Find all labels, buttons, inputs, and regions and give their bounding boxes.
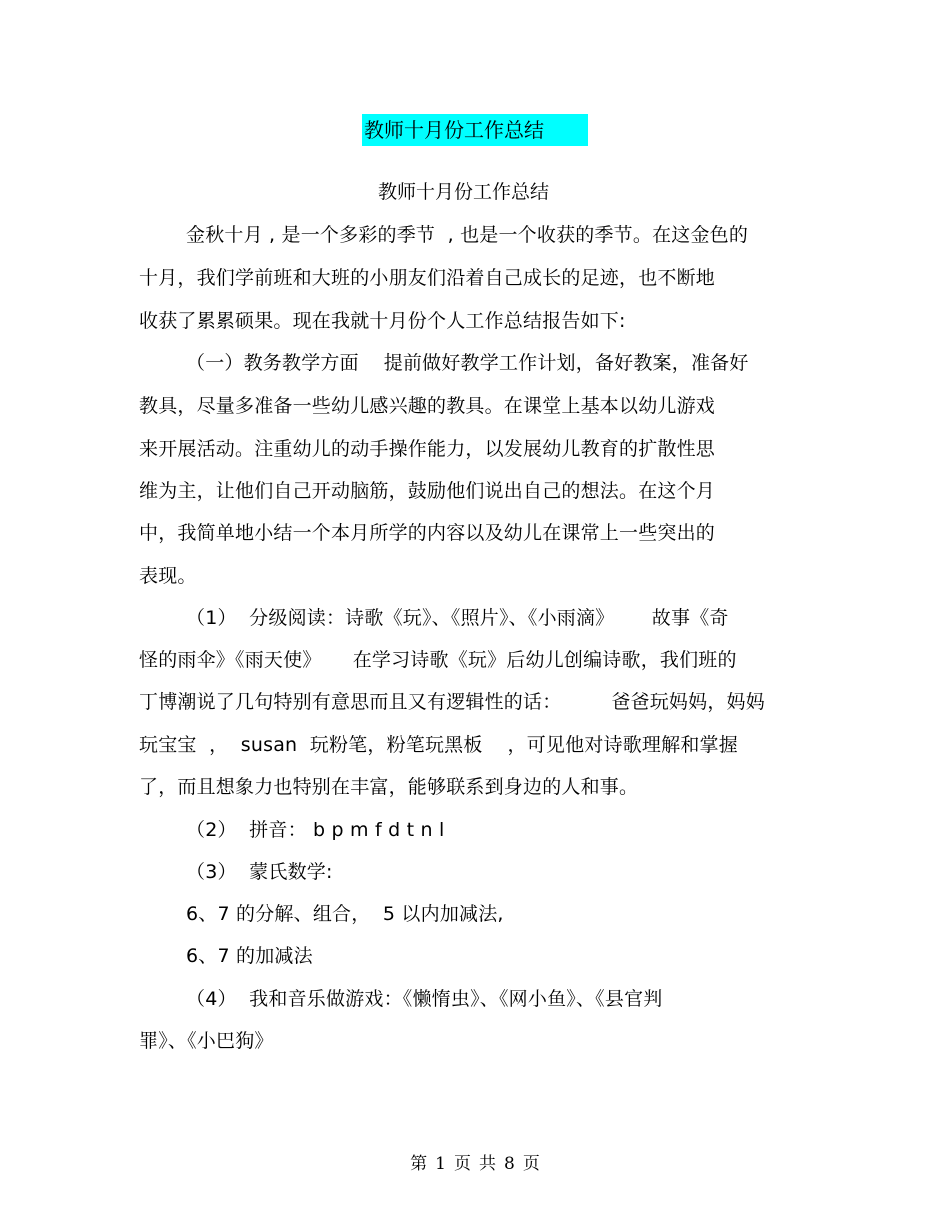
document-title: 教师十月份工作总结	[362, 114, 588, 146]
page-footer	[0, 1153, 950, 1175]
body-line: 十月，我们学前班和大班的小朋友们沿着自己成长的足迹，也不断地	[139, 267, 716, 289]
body-line: 教具，尽量多准备一些幼儿感兴趣的教具。在课堂上基本以幼儿游戏	[139, 395, 716, 417]
body-line: （1） 分级阅读：诗歌《玩》、《照片》、《小雨滴》 故事《奇	[186, 607, 729, 629]
footer-page-number: 1	[435, 1154, 446, 1174]
body-line: 怪的雨伞》《雨天使》 在学习诗歌《玩》后幼儿创编诗歌，我们班的	[139, 649, 737, 671]
body-line: 玩宝宝 ， susan 玩粉笔，粉笔玩黑板 ，可见他对诗歌理解和掌握	[139, 734, 738, 756]
footer-gong: 共	[479, 1154, 496, 1174]
footer-ye: 页	[454, 1154, 471, 1174]
body-line: 中，我简单地小结一个本月所学的内容以及幼儿在课常上一些突出的	[139, 522, 716, 544]
body-line: 罪》、《小巴狗》	[139, 1030, 274, 1052]
footer-ye: 页	[522, 1154, 540, 1174]
body-line: 维为主，让他们自己开动脑筋，鼓励他们说出自己的想法。在这个月	[139, 480, 716, 502]
body-line: （一）教务教学方面 提前做好教学工作计划，备好教案，准备好	[186, 352, 749, 374]
body-line: 了，而且想象力也特别在丰富，能够联系到身边的人和事。	[139, 776, 639, 798]
body-line: 6、7 的加减法	[186, 945, 313, 967]
body-line: 收获了累累硕果。现在我就十月份个人工作总结报告如下:	[139, 310, 626, 332]
footer-di: 第	[410, 1154, 428, 1174]
document-subtitle: 教师十月份工作总结	[378, 181, 550, 203]
body-line: 丁博潮说了几句特别有意思而且又有逻辑性的话： 爸爸玩妈妈，妈妈	[139, 691, 765, 713]
footer-total-pages: 8	[504, 1154, 515, 1174]
body-line: （3） 蒙氏数学:	[186, 861, 333, 883]
body-line: 表现。	[139, 565, 197, 587]
body-line: 来开展活动。注重幼儿的动手操作能力，以发展幼儿教育的扩散性思	[139, 438, 716, 460]
body-line: 金秋十月 , 是一个多彩的季节 , 也是一个收获的季节。在这金色的	[186, 224, 749, 246]
body-line: （2） 拼音： b p m f d t n l	[186, 819, 445, 841]
body-line: （4） 我和音乐做游戏：《懒惰虫》、《网小鱼》、《县官判	[186, 988, 663, 1010]
body-line: 6、7 的分解、组合， 5 以内加减法,	[186, 903, 504, 925]
